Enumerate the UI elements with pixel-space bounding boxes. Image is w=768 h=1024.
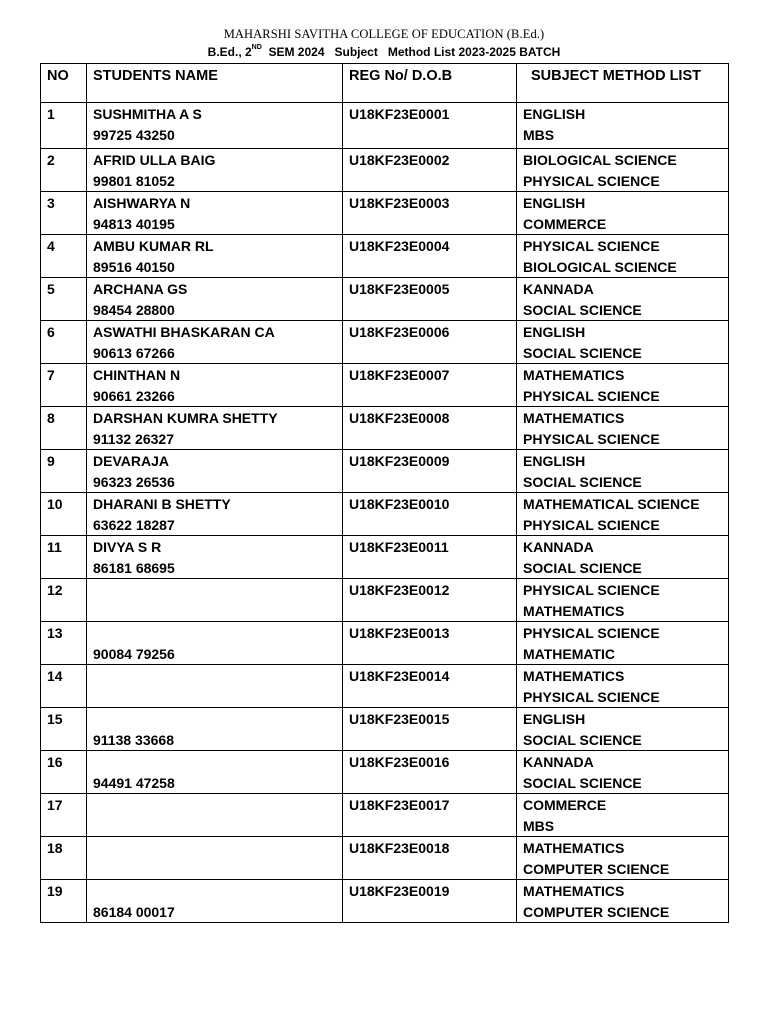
- cell-no: [41, 364, 87, 407]
- cell-subjects: [517, 149, 729, 192]
- table-row: [41, 407, 729, 450]
- reg-number: U18KF23E0006: [349, 324, 450, 340]
- column-header-subject: SUBJECT METHOD LIST: [517, 64, 729, 103]
- student-phone: 90613 67266: [93, 344, 175, 361]
- subtitle-suffix: SEM 2024 Subject Method List 2023-2025 BATCH: [261, 45, 561, 59]
- subject-primary: MATHEMATICAL SCIENCE: [523, 496, 700, 512]
- subject-secondary: COMPUTER SCIENCE: [523, 903, 670, 920]
- subject-secondary: SOCIAL SCIENCE: [523, 344, 642, 361]
- cell-subjects: [517, 579, 729, 622]
- student-name: [93, 795, 336, 816]
- student-phone: 89516 40150: [93, 258, 175, 275]
- reg-number: U18KF23E0012: [349, 582, 450, 598]
- cell-no: [41, 321, 87, 364]
- table-row: [41, 149, 729, 192]
- table-row: [41, 450, 729, 493]
- cell-subjects: [517, 321, 729, 364]
- cell-reg: [343, 536, 517, 579]
- cell-reg: [343, 450, 517, 493]
- cell-no: [41, 493, 87, 536]
- row-number: 13: [47, 625, 63, 641]
- cell-student: [87, 192, 343, 235]
- cell-subjects: [517, 837, 729, 880]
- cell-subjects: [517, 407, 729, 450]
- table-row: [41, 622, 729, 665]
- subject-secondary: SOCIAL SCIENCE: [523, 301, 642, 318]
- subject-secondary: COMMERCE: [523, 215, 607, 232]
- subtitle-superscript: ND: [251, 44, 262, 51]
- subject-primary: COMMERCE: [523, 797, 607, 813]
- reg-number: U18KF23E0013: [349, 625, 450, 641]
- cell-no: [41, 880, 87, 923]
- row-number: 7: [47, 367, 55, 383]
- student-method-table: [40, 63, 729, 923]
- table-row: [41, 278, 729, 321]
- table-row: [41, 536, 729, 579]
- cell-no: [41, 794, 87, 837]
- cell-reg: [343, 622, 517, 665]
- reg-number: U18KF23E0001: [349, 106, 450, 122]
- subtitle-prefix: B.Ed., 2: [207, 45, 252, 59]
- cell-no: [41, 192, 87, 235]
- reg-number: U18KF23E0015: [349, 711, 450, 727]
- reg-number: U18KF23E0008: [349, 410, 450, 426]
- cell-subjects: [517, 364, 729, 407]
- subject-secondary: SOCIAL SCIENCE: [523, 473, 642, 490]
- cell-subjects: [517, 622, 729, 665]
- cell-student: [87, 880, 343, 923]
- student-name: DARSHAN KUMRA SHETTY: [93, 410, 278, 426]
- cell-no: [41, 622, 87, 665]
- subject-secondary: MBS: [523, 126, 555, 143]
- cell-no: [41, 278, 87, 321]
- cell-no: [41, 665, 87, 708]
- student-phone: [93, 601, 336, 622]
- document-subtitle: [0, 45, 768, 59]
- cell-subjects: [517, 235, 729, 278]
- student-phone: [93, 816, 336, 837]
- student-name: [93, 838, 336, 859]
- cell-no: [41, 579, 87, 622]
- student-phone: 91138 33668: [93, 731, 174, 748]
- student-name: DIVYA S R: [93, 539, 162, 555]
- cell-no: [41, 837, 87, 880]
- cell-subjects: [517, 493, 729, 536]
- cell-subjects: [517, 450, 729, 493]
- cell-reg: [343, 708, 517, 751]
- cell-reg: [343, 794, 517, 837]
- subject-secondary: PHYSICAL SCIENCE: [523, 688, 660, 705]
- subject-secondary: PHYSICAL SCIENCE: [523, 172, 660, 189]
- column-header-reg: REG No/ D.O.B: [343, 64, 517, 103]
- subject-primary: ENGLISH: [523, 195, 586, 211]
- student-name: [93, 623, 336, 644]
- subject-secondary: SOCIAL SCIENCE: [523, 731, 642, 748]
- cell-student: [87, 708, 343, 751]
- cell-subjects: [517, 794, 729, 837]
- subject-primary: MATHEMATICS: [523, 840, 625, 856]
- cell-student: [87, 450, 343, 493]
- subject-primary: BIOLOGICAL SCIENCE: [523, 152, 677, 168]
- table-row: [41, 493, 729, 536]
- student-phone: 90084 79256: [93, 645, 175, 662]
- row-number: 17: [47, 797, 63, 813]
- student-phone: [93, 687, 336, 708]
- reg-number: U18KF23E0014: [349, 668, 450, 684]
- table-row: [41, 794, 729, 837]
- cell-student: [87, 364, 343, 407]
- cell-subjects: [517, 278, 729, 321]
- cell-no: [41, 235, 87, 278]
- student-phone: 90661 23266: [93, 387, 175, 404]
- table-row: [41, 837, 729, 880]
- cell-student: [87, 103, 343, 149]
- row-number: 8: [47, 410, 55, 426]
- table-row: [41, 103, 729, 149]
- cell-subjects: [517, 103, 729, 149]
- cell-student: [87, 235, 343, 278]
- subject-primary: KANNADA: [523, 539, 594, 555]
- document-title: MAHARSHI SAVITHA COLLEGE OF EDUCATION (B.Ed.): [223, 27, 545, 41]
- reg-number: U18KF23E0019: [349, 883, 450, 899]
- student-name: DHARANI B SHETTY: [93, 496, 231, 512]
- student-phone: 98454 28800: [93, 301, 175, 318]
- cell-subjects: [517, 708, 729, 751]
- cell-reg: [343, 751, 517, 794]
- student-phone: 94813 40195: [93, 215, 175, 232]
- student-name: AISHWARYA N: [93, 195, 191, 211]
- student-name: DEVARAJA: [93, 453, 169, 469]
- row-number: 11: [47, 539, 62, 555]
- cell-no: [41, 149, 87, 192]
- student-name: [93, 752, 336, 773]
- cell-reg: [343, 278, 517, 321]
- subject-secondary: PHYSICAL SCIENCE: [523, 516, 660, 533]
- reg-number: U18KF23E0005: [349, 281, 450, 297]
- cell-student: [87, 751, 343, 794]
- table-row: [41, 235, 729, 278]
- reg-number: U18KF23E0016: [349, 754, 450, 770]
- cell-no: [41, 103, 87, 149]
- subject-primary: ENGLISH: [523, 453, 586, 469]
- subject-primary: MATHEMATICS: [523, 410, 625, 426]
- reg-number: U18KF23E0010: [349, 496, 450, 512]
- student-name: [93, 666, 336, 687]
- cell-no: [41, 751, 87, 794]
- reg-number: U18KF23E0003: [349, 195, 450, 211]
- row-number: 6: [47, 324, 55, 340]
- cell-reg: [343, 103, 517, 149]
- cell-reg: [343, 364, 517, 407]
- student-phone: 86184 00017: [93, 903, 175, 920]
- cell-reg: [343, 493, 517, 536]
- row-number: 3: [47, 195, 55, 211]
- table-row: [41, 751, 729, 794]
- subject-secondary: COMPUTER SCIENCE: [523, 860, 670, 877]
- row-number: 10: [47, 496, 63, 512]
- cell-reg: [343, 665, 517, 708]
- cell-student: [87, 579, 343, 622]
- cell-student: [87, 622, 343, 665]
- table-row: [41, 665, 729, 708]
- cell-subjects: [517, 536, 729, 579]
- subject-secondary: SOCIAL SCIENCE: [523, 774, 642, 791]
- cell-subjects: [517, 880, 729, 923]
- subject-primary: MATHEMATICS: [523, 883, 625, 899]
- student-phone: 63622 18287: [93, 516, 175, 533]
- subject-primary: ENGLISH: [523, 106, 586, 122]
- reg-number: U18KF23E0009: [349, 453, 450, 469]
- subject-secondary: SOCIAL SCIENCE: [523, 559, 642, 576]
- cell-no: [41, 536, 87, 579]
- subject-primary: PHYSICAL SCIENCE: [523, 238, 660, 254]
- cell-student: [87, 278, 343, 321]
- student-name: [93, 580, 336, 601]
- row-number: 2: [47, 152, 55, 168]
- cell-subjects: [517, 665, 729, 708]
- cell-reg: [343, 149, 517, 192]
- row-number: 14: [47, 668, 63, 684]
- subject-primary: ENGLISH: [523, 711, 586, 727]
- cell-reg: [343, 880, 517, 923]
- column-header-no: NO: [41, 64, 87, 103]
- table-row: [41, 880, 729, 923]
- row-number: 16: [47, 754, 63, 770]
- reg-number: U18KF23E0018: [349, 840, 450, 856]
- student-phone: 96323 26536: [93, 473, 175, 490]
- subject-secondary: PHYSICAL SCIENCE: [523, 387, 660, 404]
- cell-student: [87, 493, 343, 536]
- student-phone: 99725 43250: [93, 126, 175, 143]
- cell-subjects: [517, 751, 729, 794]
- row-number: 4: [47, 238, 55, 254]
- subject-primary: KANNADA: [523, 281, 594, 297]
- row-number: 1: [47, 106, 55, 122]
- student-name: [93, 709, 336, 730]
- subject-secondary: MBS: [523, 817, 555, 834]
- subject-primary: PHYSICAL SCIENCE: [523, 582, 660, 598]
- cell-reg: [343, 579, 517, 622]
- table-body: [41, 103, 729, 923]
- row-number: 19: [47, 883, 63, 899]
- cell-student: [87, 149, 343, 192]
- subject-primary: MATHEMATICS: [523, 367, 625, 383]
- table-row: [41, 192, 729, 235]
- cell-reg: [343, 407, 517, 450]
- table-row: [41, 708, 729, 751]
- reg-number: U18KF23E0002: [349, 152, 450, 168]
- cell-student: [87, 837, 343, 880]
- cell-student: [87, 536, 343, 579]
- table-row: [41, 321, 729, 364]
- reg-number: U18KF23E0007: [349, 367, 450, 383]
- cell-no: [41, 708, 87, 751]
- cell-reg: [343, 235, 517, 278]
- subject-primary: PHYSICAL SCIENCE: [523, 625, 660, 641]
- table-row: [41, 579, 729, 622]
- subject-secondary: PHYSICAL SCIENCE: [523, 430, 660, 447]
- cell-reg: [343, 192, 517, 235]
- subject-secondary: BIOLOGICAL SCIENCE: [523, 258, 677, 275]
- student-name: CHINTHAN N: [93, 367, 181, 383]
- row-number: 9: [47, 453, 55, 469]
- row-number: 18: [47, 840, 63, 856]
- cell-no: [41, 407, 87, 450]
- cell-student: [87, 321, 343, 364]
- student-phone: 91132 26327: [93, 430, 174, 447]
- student-phone: 99801 81052: [93, 172, 175, 189]
- student-name: SUSHMITHA A S: [93, 106, 202, 122]
- student-name: AFRID ULLA BAIG: [93, 152, 216, 168]
- subject-secondary: MATHEMATICS: [523, 602, 625, 619]
- subject-primary: MATHEMATICS: [523, 668, 625, 684]
- subject-primary: ENGLISH: [523, 324, 586, 340]
- row-number: 15: [47, 711, 63, 727]
- cell-no: [41, 450, 87, 493]
- subject-secondary: MATHEMATIC: [523, 645, 616, 662]
- cell-student: [87, 407, 343, 450]
- row-number: 12: [47, 582, 63, 598]
- cell-reg: [343, 837, 517, 880]
- student-phone: 86181 68695: [93, 559, 175, 576]
- cell-student: [87, 665, 343, 708]
- column-header-name: STUDENTS NAME: [87, 64, 343, 103]
- cell-student: [87, 794, 343, 837]
- reg-number: U18KF23E0017: [349, 797, 450, 813]
- student-phone: 94491 47258: [93, 774, 175, 791]
- cell-subjects: [517, 192, 729, 235]
- student-name: ARCHANA GS: [93, 281, 188, 297]
- table-row: [41, 364, 729, 407]
- student-name: AMBU KUMAR RL: [93, 238, 214, 254]
- row-number: 5: [47, 281, 55, 297]
- student-name: ASWATHI BHASKARAN CA: [93, 324, 275, 340]
- cell-reg: [343, 321, 517, 364]
- table-header-row: [41, 64, 729, 103]
- reg-number: U18KF23E0011: [349, 539, 449, 555]
- student-name: [93, 881, 336, 902]
- subject-primary: KANNADA: [523, 754, 594, 770]
- reg-number: U18KF23E0004: [349, 238, 450, 254]
- student-phone: [93, 859, 336, 880]
